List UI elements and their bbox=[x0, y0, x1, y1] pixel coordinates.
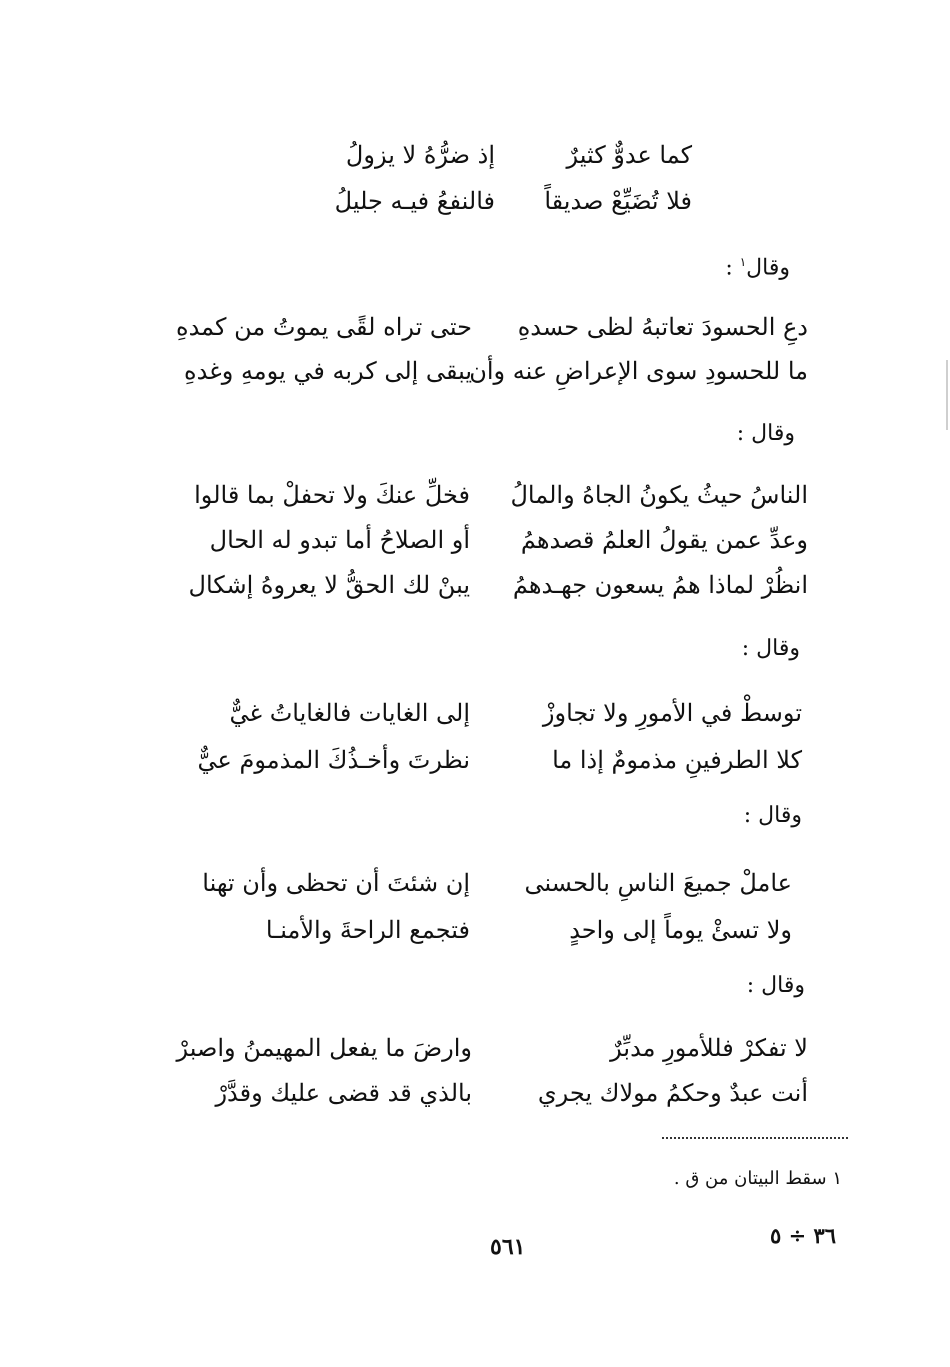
verse-3-2-sadr: وعدِّ عمن يقولُ العلمُ قصدهمُ bbox=[520, 526, 808, 554]
verse-1-1-sadr: كما عدوٌّ كثيرٌ bbox=[566, 141, 692, 169]
verse-4-1-sadr: توسطْ في الأمورِ ولا تجاوزْ bbox=[542, 699, 802, 727]
scan-edge-mark bbox=[946, 360, 948, 430]
verse-4-1-ajz: إلى الغايات فالغاياتُ غيٌّ bbox=[229, 699, 470, 727]
verse-6-1-sadr: لا تفكرْ فللأمورِ مدبِّرٌ bbox=[610, 1034, 808, 1062]
section-header: وقال : bbox=[743, 803, 802, 828]
verse-1-2-ajz: فالنفعُ فيـه جليلُ bbox=[334, 187, 495, 215]
verse-5-1-ajz: إن شئتَ أن تحظى وأن تهنا bbox=[202, 869, 470, 897]
verse-3-3-ajz: يبنْ لك الحقُّ لا يعروهُ إشكال bbox=[188, 571, 470, 599]
verse-6-2-sadr: أنت عبدٌ وحكمُ مولاك يجري bbox=[537, 1079, 808, 1107]
footnote: ١ سقط البيتان من ق . bbox=[673, 1168, 842, 1189]
section-header: وقال : bbox=[746, 973, 805, 998]
verse-3-3-sadr: انظُرْ لماذا همُ يسعون جهـدهمُ bbox=[512, 571, 808, 599]
verse-5-2-ajz: فتجمع الراحةَ والأمنـا bbox=[265, 916, 470, 944]
section-header: وقال : bbox=[741, 636, 800, 661]
verse-5-2-sadr: ولا تسئْ يوماً إلى واحدٍ bbox=[569, 916, 792, 944]
verse-2-2-ajz: يبقى إلى كربه في يومهِ وغدهِ bbox=[184, 357, 472, 385]
signature-mark: ٣٦ ÷ ٥ bbox=[770, 1223, 837, 1248]
verse-4-2-sadr: كلا الطرفينِ مذمومٌ إذا ما bbox=[552, 746, 802, 774]
footnote-separator bbox=[662, 1137, 848, 1139]
verse-2-1-sadr: دعِ الحسودَ تعاتبهُ لظى حسدهِ bbox=[517, 313, 808, 341]
verse-6-2-ajz: بالذي قد قضى عليك وقدَّرْ bbox=[215, 1079, 472, 1107]
verse-1-1-ajz: إذ ضرُّهُ لا يزولُ bbox=[345, 141, 495, 169]
verse-6-1-ajz: وارضَ ما يفعل المهيمنُ واصبرْ bbox=[176, 1034, 472, 1062]
page-number: ٥٦١ bbox=[490, 1234, 526, 1260]
verse-2-1-ajz: حتى تراه لقًى يموتُ من كمدهِ bbox=[176, 313, 472, 341]
verse-5-1-sadr: عاملْ جميعَ الناسِ بالحسنى bbox=[524, 869, 792, 897]
verse-1-2-sadr: فلا تُضَيِّعْ صديقاً bbox=[544, 187, 692, 215]
footnote-ref: ١ bbox=[739, 255, 747, 269]
verse-2-2-sadr: ما للحسودِ سوى الإعراضِ عنه وأن bbox=[469, 357, 808, 385]
verse-3-2-ajz: أو الصلاحُ أما تبدو له الحال bbox=[209, 526, 470, 554]
verse-3-1-sadr: الناسُ حيثُ يكونُ الجاهُ والمالُ bbox=[510, 481, 808, 509]
verse-3-1-ajz: فخلِّ عنكَ ولا تحفلْ بما قالوا bbox=[194, 481, 470, 509]
section-header: وقال$^١$ : bbox=[725, 255, 790, 281]
verse-4-2-ajz: نظرتَ وأخـذُكَ المذمومَ عيٌّ bbox=[197, 746, 470, 774]
section-header: وقال : bbox=[736, 421, 795, 446]
